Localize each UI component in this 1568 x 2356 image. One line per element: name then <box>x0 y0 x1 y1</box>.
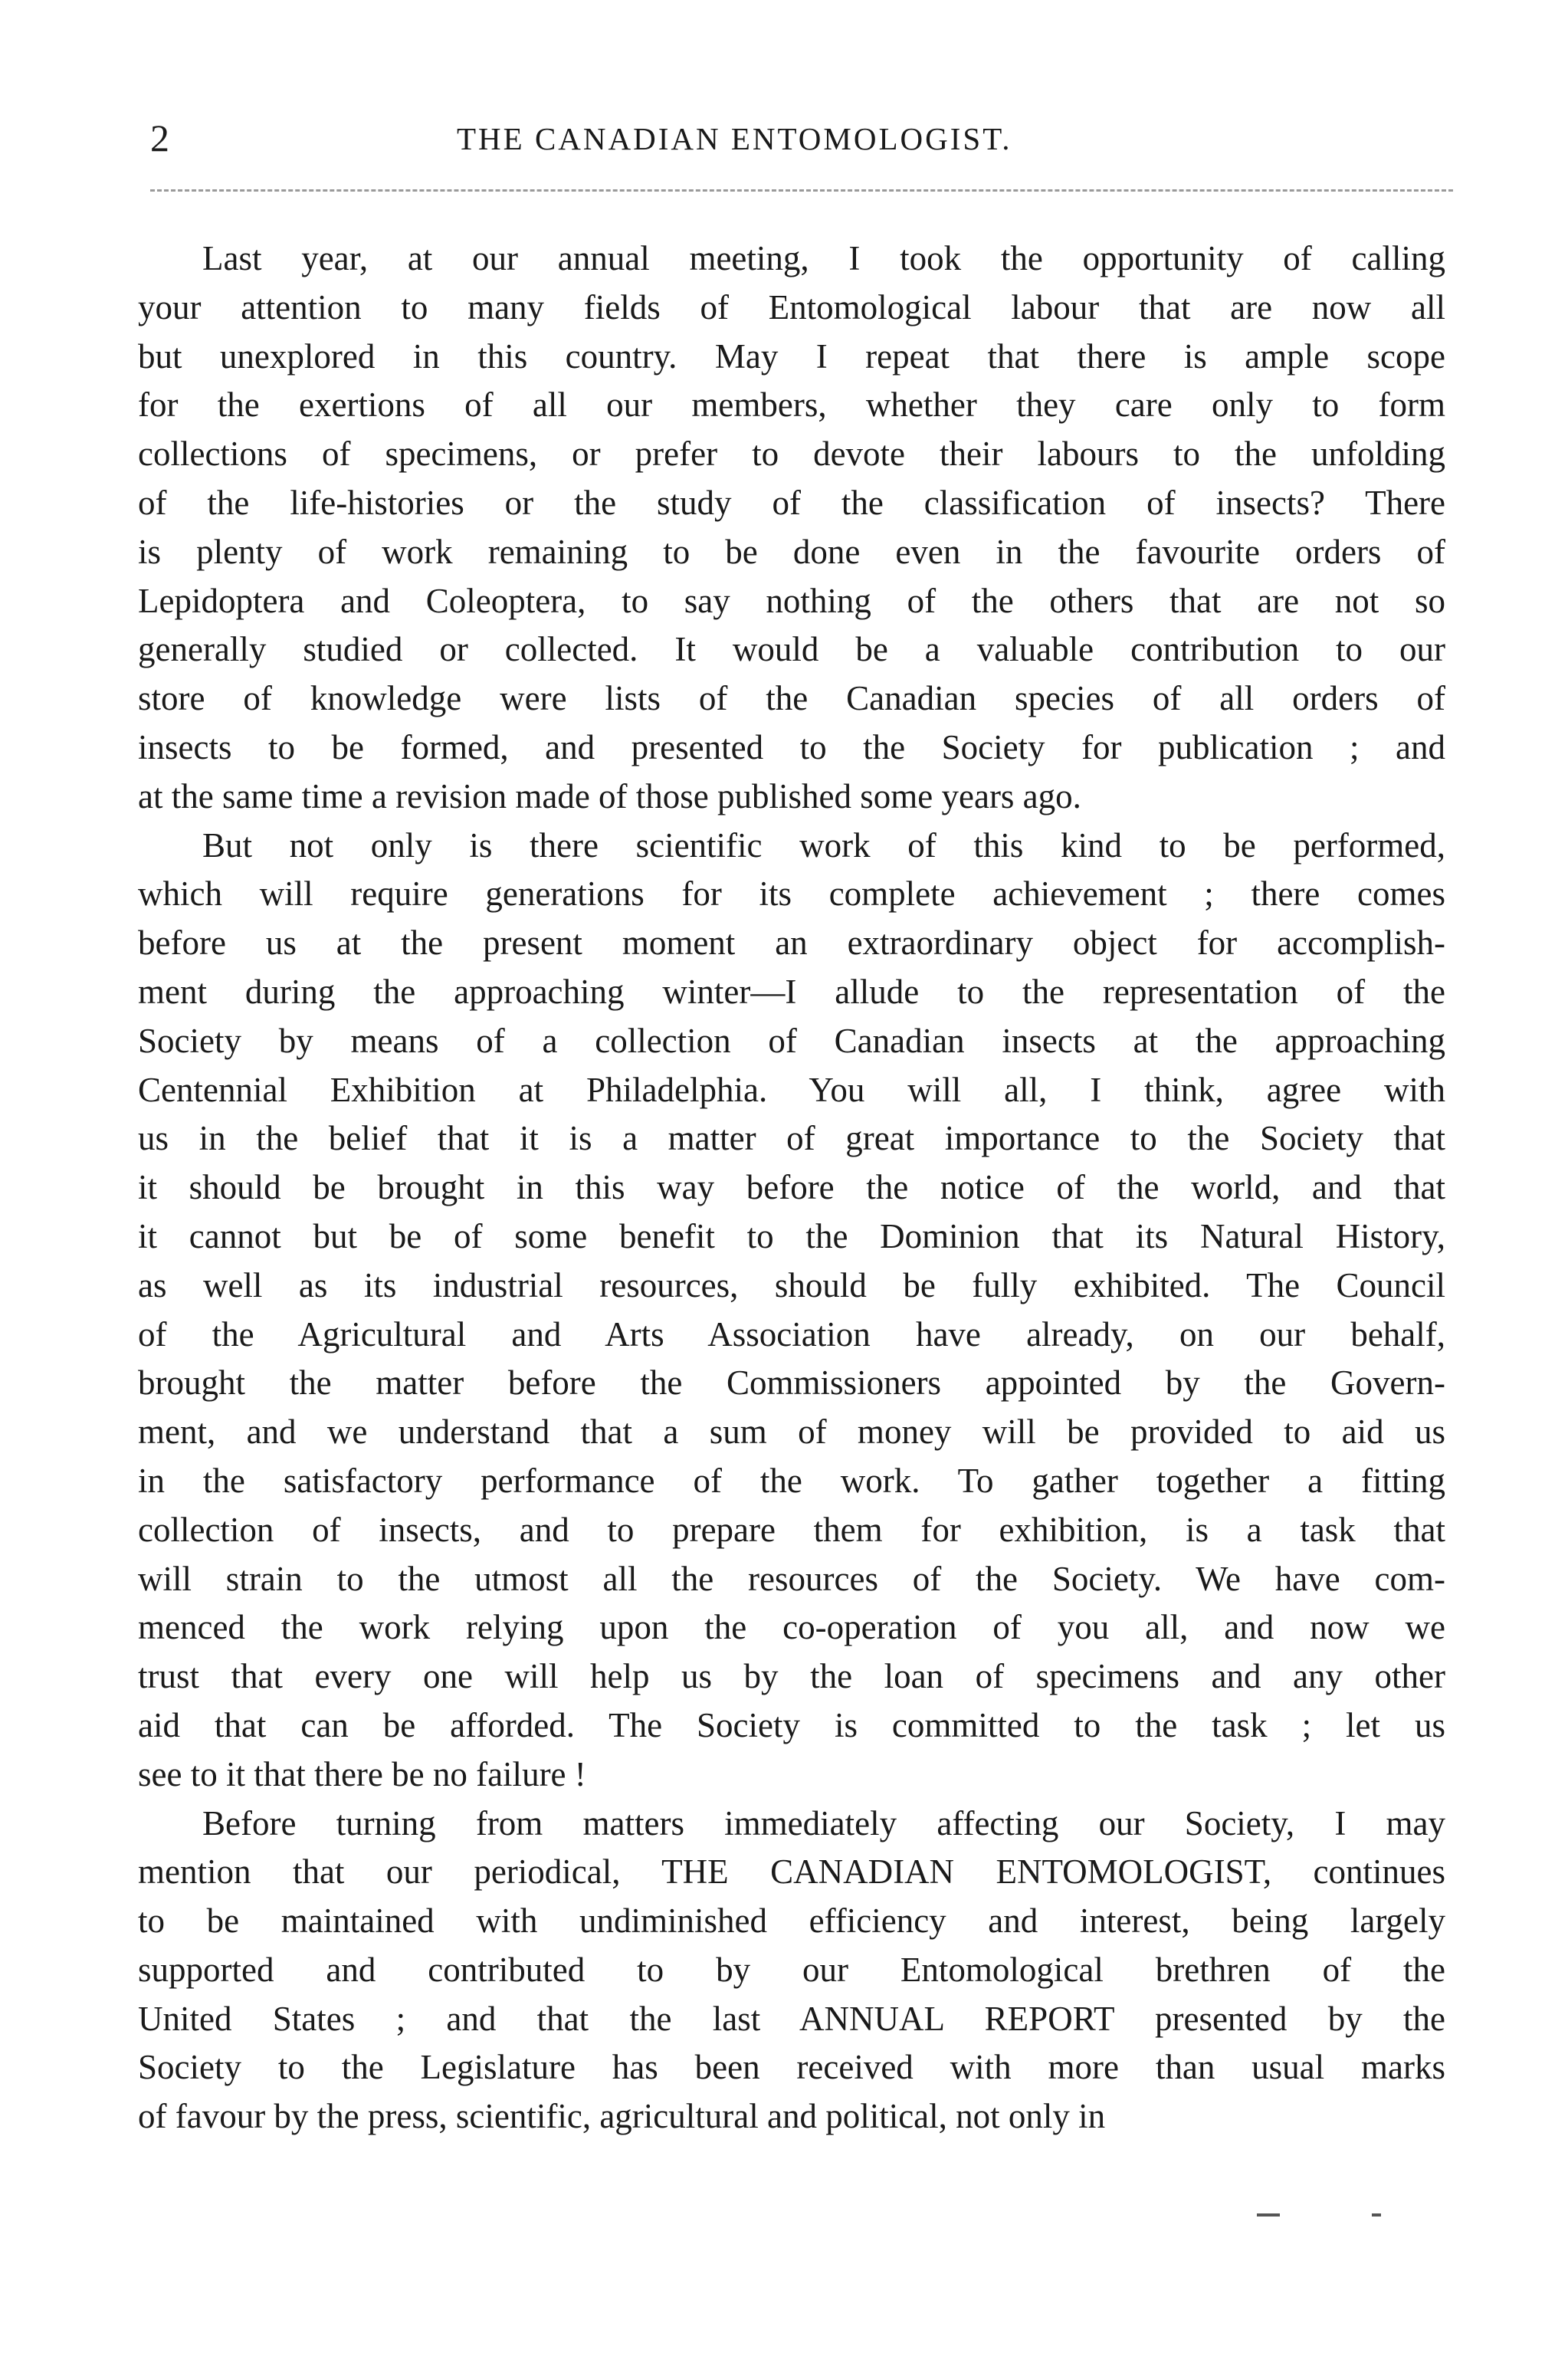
text-line: generally studied or collected. It would be a valuable contribution to our <box>138 630 1445 669</box>
text-line: aid that can be afforded. The Society is committed to the task ; let us <box>138 1705 1445 1744</box>
text-line: Lepidoptera and Coleoptera, to say nothing of the others that are not so <box>138 581 1445 620</box>
text-line: but unexplored in this country. May I repeat that there is ample scope <box>138 336 1445 376</box>
page-header <box>150 115 1453 169</box>
text-line: Last year, at our annual meeting, I took the opportunity of calling <box>202 239 1445 277</box>
header-rule <box>150 189 1453 192</box>
body-text <box>138 235 1445 2141</box>
text-line: menced the work relying upon the co-operation of you all, and now we <box>138 1608 1445 1647</box>
text-line: mention that our periodical, THE CANADIAN ENTOMOLOGIST, continues <box>138 1852 1445 1892</box>
text-line: ment, and we understand that a sum of money will be provided to aid us <box>138 1413 1445 1452</box>
paragraph <box>138 822 1445 1800</box>
text-line: of favour by the press, scientific, agricultural and political, not only in <box>138 2097 1106 2136</box>
text-line: at the same time a revision made of those published some years ago. <box>138 776 1081 815</box>
text-line: Society to the Legislature has been received with more than usual marks <box>138 2048 1445 2087</box>
text-line: your attention to many fields of Entomological labour that are now all <box>138 287 1445 326</box>
running-head: THE CANADIAN ENTOMOLOGIST. <box>457 121 1012 156</box>
printer-marks <box>1257 2213 1425 2218</box>
text-line: as well as its industrial resources, should be fully exhibited. The Council <box>138 1265 1445 1304</box>
text-line: collection of insects, and to prepare them for exhibition, is a task that <box>138 1510 1445 1549</box>
text-line: in the satisfactory performance of the work. To gather together a fitting <box>138 1461 1445 1500</box>
text-line: Before turning from matters immediately affecting our Society, I may <box>202 1803 1445 1842</box>
text-line: of the Agricultural and Arts Association have already, on our behalf, <box>138 1314 1445 1354</box>
paragraph <box>138 1800 1445 2142</box>
text-line: But not only is there scientific work of this kind to be performed, <box>202 825 1445 865</box>
text-line: to be maintained with undiminished efficiency and interest, being largely <box>138 1902 1445 1941</box>
text-line: store of knowledge were lists of the Canadian species of all orders of <box>138 679 1445 718</box>
text-line: which will require generations for its complete achievement ; there comes <box>138 874 1445 914</box>
text-line: for the exertions of all our members, whether they care only to form <box>138 386 1445 425</box>
text-line: of the life-histories or the study of the classification of insects? There <box>138 483 1445 522</box>
text-line: before us at the present moment an extraordinary object for accomplish- <box>138 924 1445 963</box>
text-line: United States ; and that the last ANNUAL REPORT presented by the <box>138 1999 1445 2038</box>
printer-mark <box>1372 2213 1381 2217</box>
text-line: will strain to the utmost all the resources of the Society. We have com- <box>138 1559 1445 1598</box>
text-line: Centennial Exhibition at Philadelphia. You will all, I think, agree with <box>138 1070 1445 1109</box>
text-line: see to it that there be no failure ! <box>138 1754 586 1793</box>
text-line: ment during the approaching winter—I allude to the representation of the <box>138 972 1445 1011</box>
text-line: it should be brought in this way before the notice of the world, and that <box>138 1168 1445 1207</box>
text-line: supported and contributed to by our Entomological brethren of the <box>138 1950 1445 1989</box>
text-line: us in the belief that it is a matter of great importance to the Society that <box>138 1119 1445 1158</box>
text-line: insects to be formed, and presented to the Society for publication ; and <box>138 727 1445 766</box>
paragraph <box>138 235 1445 822</box>
text-line: brought the matter before the Commissioners appointed by the Govern- <box>138 1363 1445 1403</box>
printer-mark <box>1257 2213 1280 2217</box>
page-number: 2 <box>150 116 169 159</box>
text-line: collections of specimens, or prefer to devote their labours to the unfolding <box>138 435 1445 474</box>
text-line: is plenty of work remaining to be done even in the favourite orders of <box>138 532 1445 571</box>
text-line: trust that every one will help us by the loan of specimens and any other <box>138 1657 1445 1696</box>
text-line: it cannot but be of some benefit to the Dominion that its Natural History, <box>138 1216 1445 1255</box>
text-line: Society by means of a collection of Canadian insects at the approaching <box>138 1021 1445 1060</box>
